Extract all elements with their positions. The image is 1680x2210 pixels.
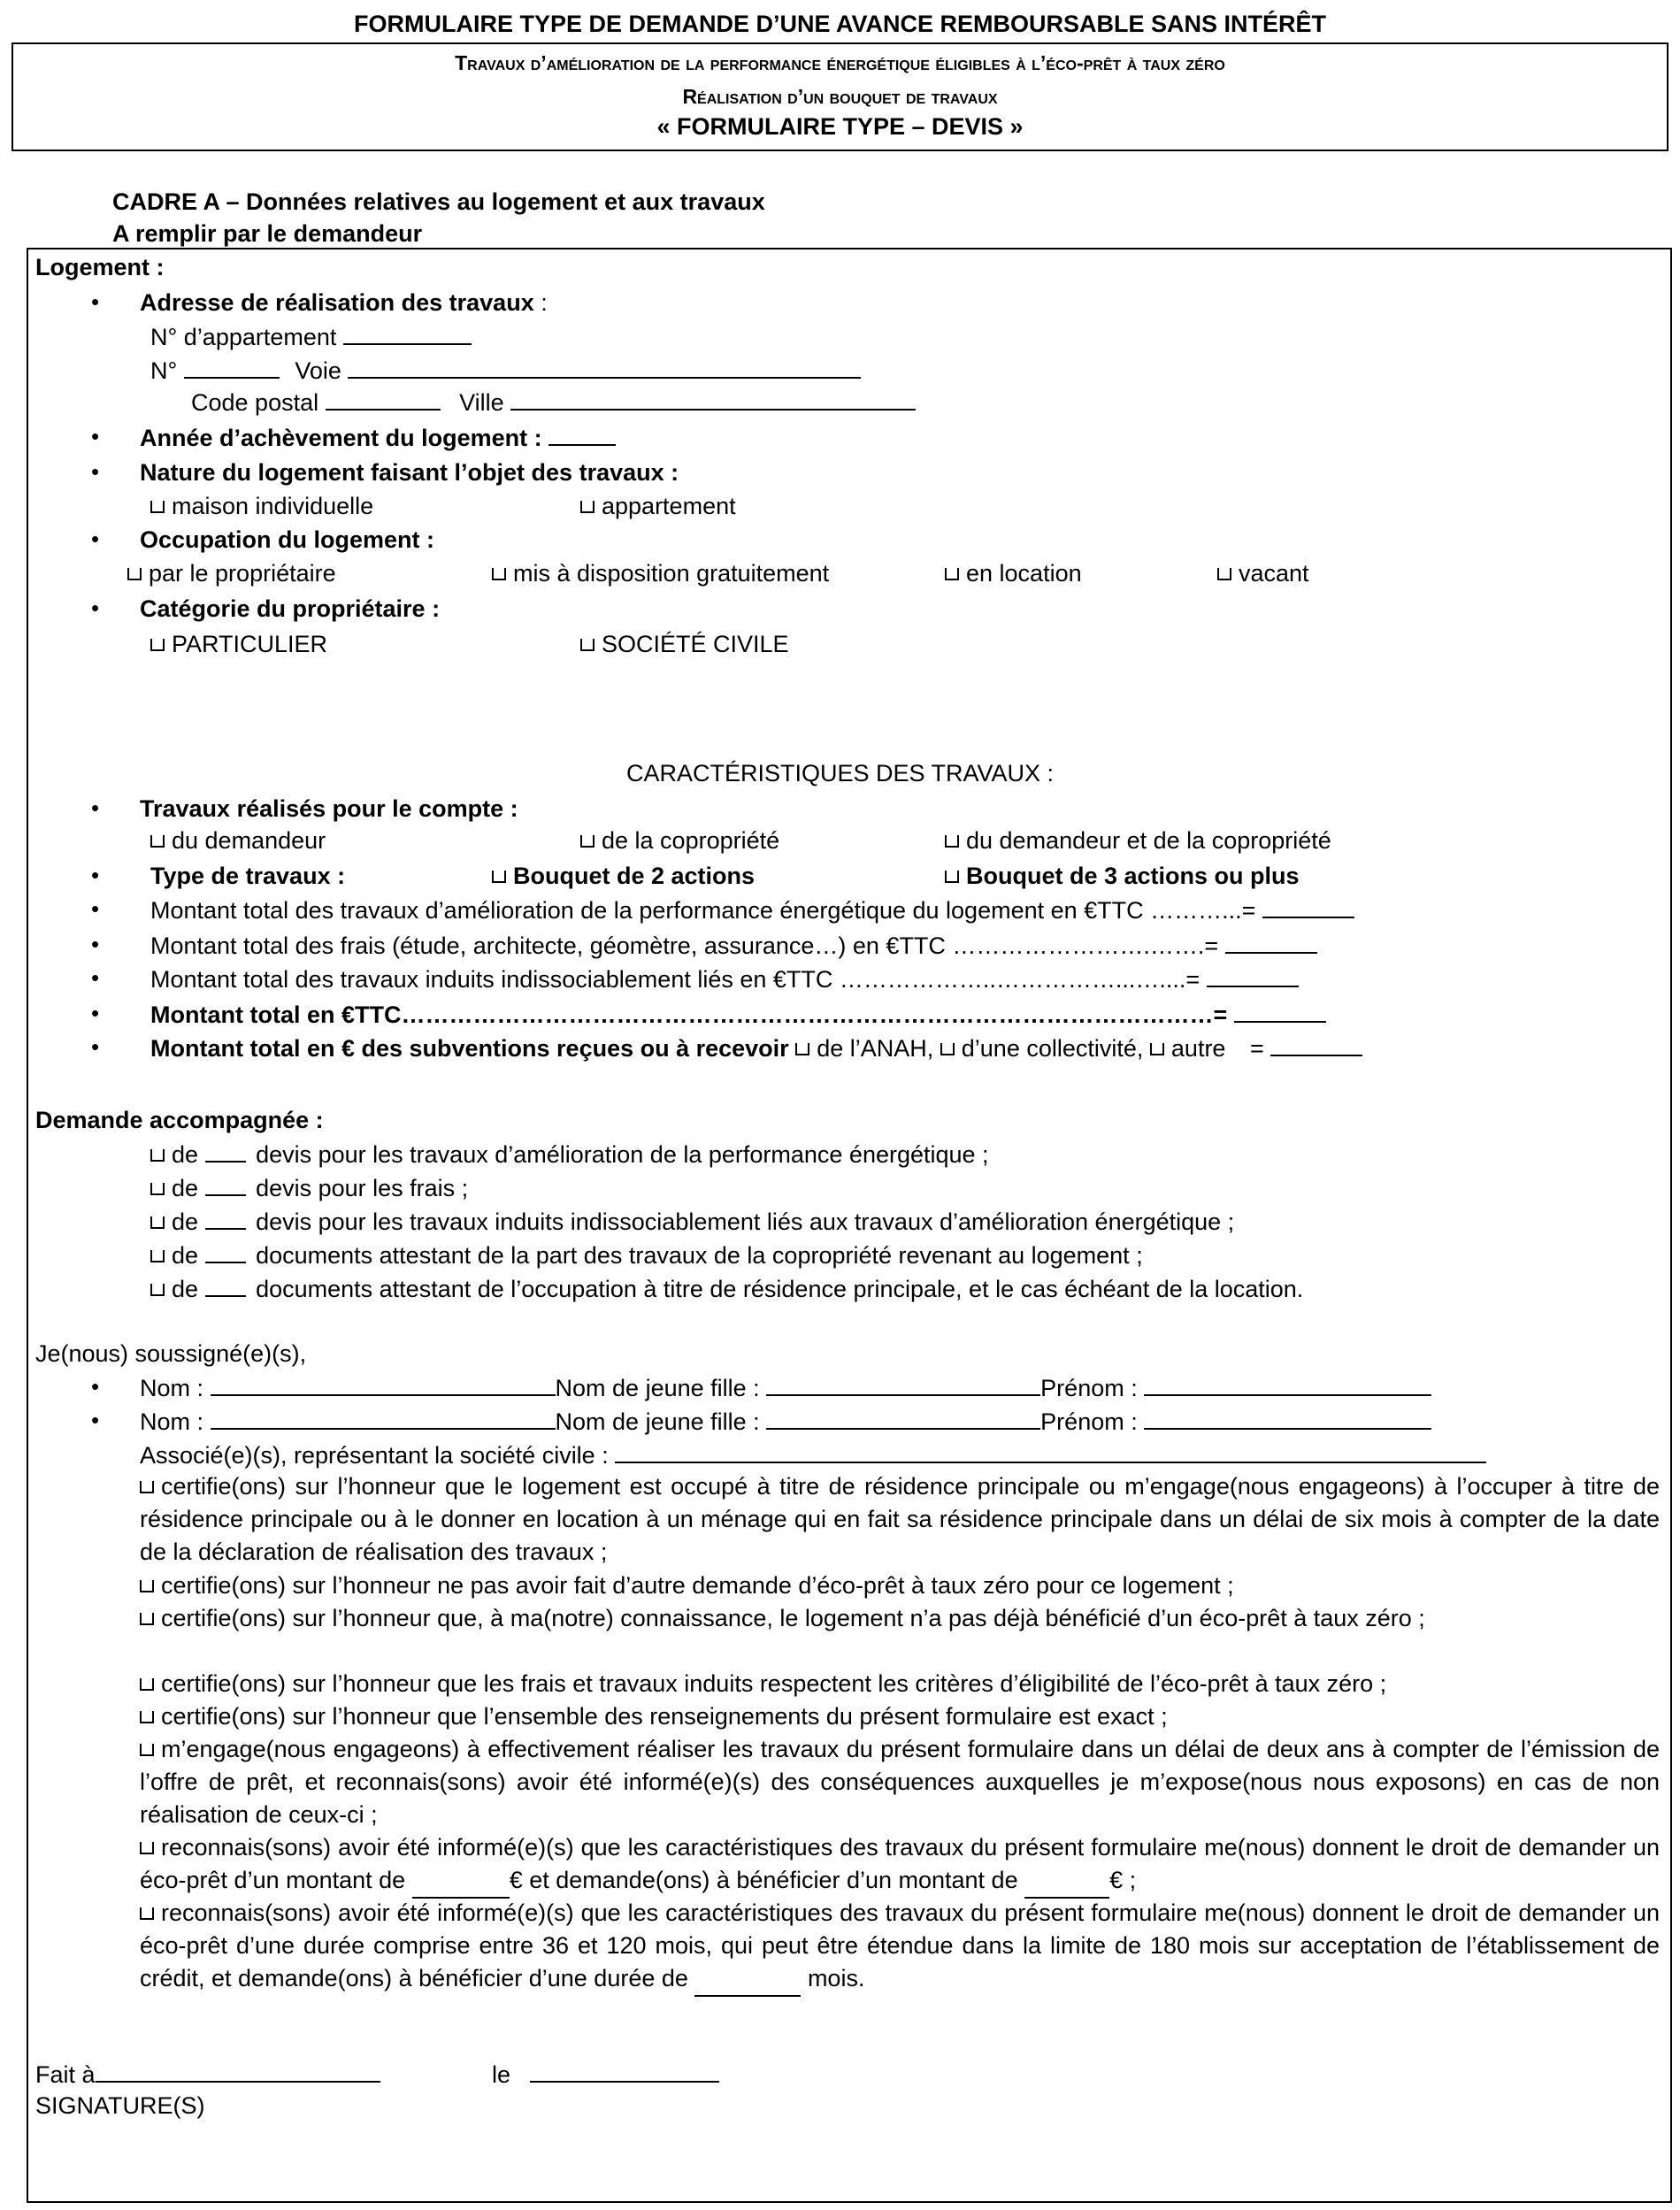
prenom-field[interactable] [1144, 1407, 1431, 1430]
checkbox[interactable] [492, 871, 506, 883]
cadre-subtitle: A remplir par le demandeur [112, 220, 423, 247]
montant-3-label: Montant total des travaux induits indissociablement liés en €TTC ………………..……………...…....= [150, 966, 1201, 993]
prenom-label: Prénom : [1040, 1408, 1138, 1435]
logement-heading: Logement : [35, 254, 165, 280]
jeune-fille-label: Nom de jeune fille : [555, 1375, 760, 1401]
code-postal-label: Code postal [191, 389, 319, 416]
nom-row-1 [140, 1373, 1431, 1402]
bullet: • [91, 895, 100, 922]
checkbox[interactable] [580, 835, 595, 848]
duree-field[interactable] [694, 1962, 801, 1997]
adresse-row [140, 288, 548, 317]
bullet: • [91, 1033, 100, 1060]
fait-field[interactable] [96, 2060, 380, 2083]
signature-area[interactable] [35, 2123, 1654, 2194]
certification-1: certifie(ons) sur l’honneur que le logement est occupé à titre de résidence principale ou m’engage(nous engageons) à l’occuper à titre de résidence principale ou à le donner en location à un ménage qui en fait sa résidence principale dans un délai de six mois à compter de la date de la déclaration de réalisation des travaux ; [140, 1473, 1660, 1565]
voie-label: Voie [295, 357, 341, 384]
ville-field[interactable] [510, 388, 916, 411]
date-field[interactable] [530, 2060, 719, 2083]
subventions-label: Montant total en € des subventions reçues ou à recevoir [150, 1035, 789, 1062]
checkbox[interactable] [150, 501, 165, 513]
bullet: • [91, 1373, 100, 1400]
numero-voie-row [150, 356, 861, 385]
montant-2-label: Montant total des frais (étude, architecte, géomètre, assurance…) en €TTC …………………….…….= [150, 932, 1219, 959]
checkbox[interactable] [945, 871, 959, 883]
le-label: le [492, 2061, 511, 2088]
occupation-option-proprietaire[interactable]: par le propriétaire [127, 559, 336, 587]
checkbox[interactable] [945, 835, 959, 848]
type-label: Type de travaux : [150, 863, 346, 889]
checkbox[interactable] [150, 1149, 165, 1162]
prenom-field[interactable] [1144, 1373, 1431, 1396]
type-option-3-actions[interactable]: Bouquet de 3 actions ou plus [945, 862, 1300, 890]
checkbox[interactable] [150, 835, 165, 848]
appartement-row [150, 322, 472, 351]
checkbox[interactable] [795, 1043, 809, 1055]
count-field[interactable] [205, 1140, 246, 1163]
checkbox[interactable] [140, 1711, 154, 1723]
bullet: • [91, 288, 100, 315]
montant-2-field[interactable] [1225, 931, 1317, 954]
demande-item[interactable]: de devis pour les frais ; [150, 1173, 468, 1202]
adresse-colon: : [533, 289, 548, 316]
bullet: • [91, 931, 100, 957]
montant-4-label: Montant total en €TTC…………………………………………………………………………………………= [150, 1001, 1228, 1028]
nature-option-maison[interactable]: maison individuelle [150, 492, 373, 520]
checkbox[interactable] [127, 568, 142, 580]
subventions-field[interactable] [1270, 1033, 1362, 1056]
reconnaissance-8: reconnais(sons) avoir été informé(e)(s) que les caractéristiques des travaux du présent formulaire me(nous) donnent le droit de demander un éco-prêt d’une durée comprise entre 36 et 120 mois, qui peut être étendue dans la limite de 180 mois sur acceptation de l’établissement de crédit, et demande(ons) à bénéficier d’une durée de mois. [140, 1897, 1660, 1997]
checkbox[interactable] [1217, 568, 1231, 580]
checkbox[interactable] [140, 1678, 154, 1691]
engagement-6: m’engage(nous engageons) à effectivement réaliser les travaux du présent formulaire dans un délai de deux ans à compter de l’émission de l’offre de prêt, et reconnais(sons) avoir été informé(e)(s) des conséquences auxquelles je m’expose(nous nous exposons) en cas de non réalisation de ceux-ci ; [140, 1736, 1660, 1828]
occupation-label: Occupation du logement : [140, 526, 435, 553]
bullet: • [91, 526, 100, 552]
jeune-fille-label: Nom de jeune fille : [555, 1408, 760, 1435]
numero-field[interactable] [184, 356, 280, 379]
certification-3: certifie(ons) sur l’honneur que, à ma(notre) connaissance, le logement n’a pas déjà bénéficié d’un éco-prêt à taux zéro ; [140, 1602, 1660, 1635]
compte-option-demandeur[interactable]: du demandeur [150, 826, 326, 855]
montant-demande-field[interactable] [1024, 1864, 1109, 1899]
montant-1-field[interactable] [1262, 895, 1354, 918]
ville-label: Ville [459, 389, 504, 416]
numero-label: N° [150, 357, 178, 384]
checkbox[interactable] [140, 1580, 154, 1592]
checkbox[interactable] [150, 1284, 165, 1296]
bullet: • [91, 794, 100, 821]
appartement-label: N° d’appartement [150, 324, 337, 350]
cadre-title: CADRE A – Données relatives au logement et aux travaux [112, 188, 765, 215]
count-field[interactable] [205, 1274, 246, 1297]
montant-4-field[interactable] [1234, 1000, 1326, 1023]
annee-field[interactable] [548, 423, 616, 446]
demande-item[interactable]: de documents attestant de l’occupation à titre de résidence principale, et le cas échéant de la location. [150, 1274, 1303, 1303]
bullet: • [91, 862, 100, 888]
subv-equals: = [1249, 1035, 1264, 1062]
checkbox[interactable] [150, 1183, 165, 1195]
associe-field[interactable] [615, 1440, 1486, 1463]
annee-row [140, 423, 616, 452]
checkbox[interactable] [150, 639, 165, 651]
signature-label: SIGNATURE(S) [35, 2092, 205, 2119]
bullet: • [91, 964, 100, 991]
checkbox[interactable] [140, 1842, 154, 1854]
compte-option-both[interactable]: du demandeur et de la copropriété [945, 826, 1331, 855]
categorie-label: Catégorie du propriétaire : [140, 595, 441, 622]
demande-heading: Demande accompagnée : [35, 1107, 324, 1133]
nom-label: Nom : [140, 1375, 204, 1401]
montant-2-row [150, 931, 1317, 960]
occupation-option-location[interactable]: en location [945, 559, 1082, 587]
fait-row [35, 2060, 380, 2089]
nom-row-2 [140, 1407, 1431, 1436]
prenom-label: Prénom : [1040, 1375, 1138, 1401]
bullet: • [91, 1407, 100, 1433]
appartement-field[interactable] [343, 322, 472, 345]
demande-item[interactable]: de documents attestant de la part des travaux de la copropriété revenant au logement ; [150, 1240, 1143, 1270]
soussigne-intro: Je(nous) soussigné(e)(s), [35, 1340, 307, 1367]
bullet: • [91, 423, 100, 449]
code-postal-field[interactable] [326, 388, 441, 411]
montant-1-row [150, 895, 1354, 925]
associe-label: Associé(e)(s), représentant la société civile : [140, 1442, 609, 1469]
checkbox[interactable] [140, 1907, 154, 1920]
checkbox[interactable] [150, 1216, 165, 1229]
header-line-2: Réalisation d’un bouquet de travaux [682, 85, 998, 108]
nature-option-appartement[interactable]: appartement [580, 492, 736, 520]
demande-item[interactable]: de devis pour les travaux induits indissociablement liés aux travaux d’amélioration énergétique ; [150, 1207, 1234, 1236]
count-field[interactable] [205, 1207, 246, 1230]
compte-option-copropriete[interactable]: de la copropriété [580, 826, 779, 855]
annee-label: Année d’achèvement du logement : [140, 425, 542, 451]
checkbox[interactable] [140, 1481, 154, 1493]
montant-3-row [150, 964, 1299, 994]
occupation-option-vacant[interactable]: vacant [1217, 559, 1309, 587]
voie-field[interactable] [348, 356, 861, 379]
bullet: • [91, 595, 100, 621]
adresse-label: Adresse de réalisation des travaux [140, 289, 534, 316]
checkbox[interactable] [150, 1250, 165, 1262]
nom-label: Nom : [140, 1408, 204, 1435]
jeune-fille-field[interactable] [766, 1407, 1040, 1430]
subv-option-anah[interactable]: de l’ANAH, [795, 1035, 933, 1062]
count-field[interactable] [205, 1173, 246, 1196]
bullet: • [91, 458, 100, 485]
code-postal-row [191, 388, 916, 417]
categorie-option-societe[interactable]: SOCIÉTÉ CIVILE [580, 630, 789, 658]
categorie-option-particulier[interactable]: PARTICULIER [150, 630, 327, 658]
montant-4-row [150, 1000, 1326, 1029]
demande-item[interactable]: de devis pour les travaux d’amélioration de la performance énergétique ; [150, 1140, 989, 1169]
type-option-2-actions[interactable]: Bouquet de 2 actions [492, 862, 755, 890]
travaux-heading: CARACTÉRISTIQUES DES TRAVAUX : [625, 760, 1055, 787]
associe-row [140, 1440, 1486, 1469]
checkbox[interactable] [140, 1613, 154, 1625]
certification-2: certifie(ons) sur l’honneur ne pas avoir fait d’autre demande d’éco-prêt à taux zéro pour ce logement ; [140, 1569, 1660, 1602]
nature-label: Nature du logement faisant l’objet des travaux : [140, 459, 679, 486]
checkbox[interactable] [492, 568, 506, 580]
nom-field[interactable] [211, 1373, 556, 1396]
date-row [492, 2060, 719, 2089]
subventions-row [150, 1033, 1362, 1063]
checkbox[interactable] [940, 1043, 955, 1055]
checkbox[interactable] [580, 639, 595, 651]
certification-5: certifie(ons) sur l’honneur que l’ensemble des renseignements du présent formulaire est exact ; [140, 1700, 1660, 1733]
montant-3-field[interactable] [1207, 964, 1299, 987]
nom-field[interactable] [211, 1407, 556, 1430]
bullet: • [91, 1000, 100, 1026]
occupation-option-gratuit[interactable]: mis à disposition gratuitement [492, 559, 829, 587]
compte-label: Travaux réalisés pour le compte : [140, 795, 518, 822]
header-line-1: Travaux d’amélioration de la performance énergétique éligibles à l’éco-prêt à taux zéro [455, 51, 1225, 74]
checkbox[interactable] [1150, 1043, 1164, 1055]
count-field[interactable] [205, 1240, 246, 1263]
montant-1-label: Montant total des travaux d’amélioration de la performance énergétique du logement en €TTC ………...= [150, 897, 1256, 924]
jeune-fille-field[interactable] [766, 1373, 1040, 1396]
fait-label: Fait à [35, 2061, 96, 2088]
montant-droit-field[interactable] [412, 1864, 510, 1899]
form-title: FORMULAIRE TYPE DE DEMANDE D’UNE AVANCE REMBOURSABLE SANS INTÉRÊT [353, 11, 1327, 37]
subv-option-collectivite[interactable]: d’une collectivité, [940, 1035, 1144, 1062]
reconnaissance-7: reconnais(sons) avoir été informé(e)(s) que les caractéristiques des travaux du présent formulaire me(nous) donnent le droit de demander un éco-prêt d’un montant de € et demande(ons) à bénéficier d’un montant de € ; [140, 1831, 1660, 1899]
header-line-3: « FORMULAIRE TYPE – DEVIS » [656, 113, 1024, 140]
checkbox[interactable] [140, 1744, 154, 1756]
subv-option-autre[interactable]: autre [1150, 1035, 1226, 1062]
checkbox[interactable] [580, 501, 595, 513]
certification-4: certifie(ons) sur l’honneur que les frais et travaux induits respectent les critères d’éligibilité de l’éco-prêt à taux zéro ; [140, 1668, 1660, 1700]
checkbox[interactable] [945, 568, 959, 580]
